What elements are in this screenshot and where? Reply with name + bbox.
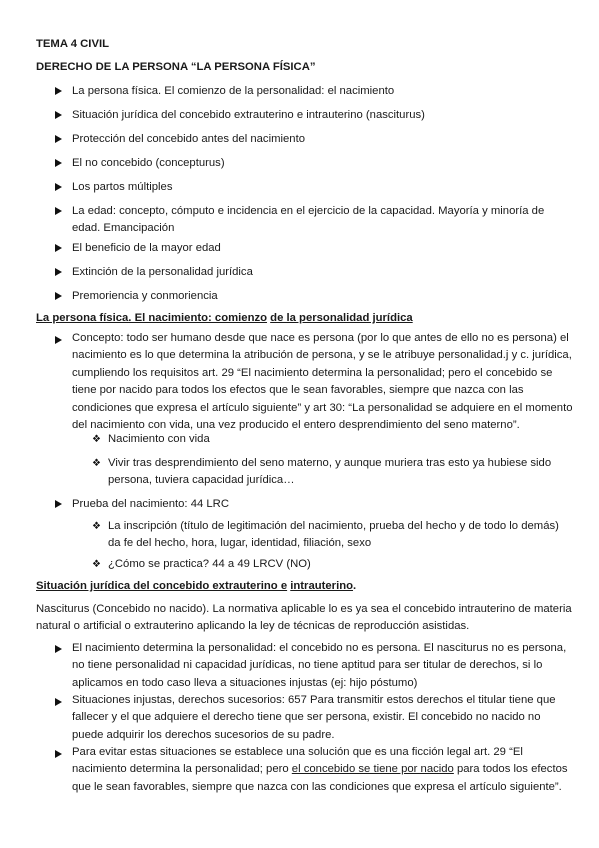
arrow-bullet-icon [55,645,62,653]
sub-item-continuation: persona, tuviera capacidad jurídica… [108,474,295,486]
toc-item: Protección del concebido antes del nacimiento [72,133,305,145]
toc-item: El no concebido (concepturus) [72,157,225,169]
sub-item-continuation: da fe del hecho, hora, lugar, identidad, filiación, sexo [108,537,372,549]
arrow-bullet-icon [55,135,62,143]
arrow-bullet-icon [55,111,62,119]
section-heading [36,310,566,327]
document-title: TEMA 4 CIVIL [36,38,110,50]
document-subtitle: DERECHO DE LA PERSONA “LA PERSONA FÍSICA” [36,61,316,73]
underlined-phrase: el concebido se tiene por nacido [291,763,454,776]
section-heading-part: La persona física. El nacimiento: comienzo [36,312,268,324]
arrow-bullet-icon [55,698,62,706]
paragraph-line: que le sean favorables, siempre que nazca con las condiciones que expresa el artículo siguiente”. [72,780,562,793]
paragraph-line: tiene por nacido para todos los efectos que le sean favorables, siempre que nazca con las [72,384,524,397]
arrow-bullet-icon [55,268,62,276]
arrow-bullet-icon [55,87,62,95]
text-run: para todos los efectos [453,763,568,776]
arrow-bullet-icon [55,336,62,344]
paragraph-line: fallecer y el que adquiere el derecho tiene que ser persona, existir. El concebido no nacido no [72,711,541,724]
paragraph-line: Concepto: todo ser humano desde que nace es persona (por lo que antes de ello no es persona) el [72,332,569,344]
diamond-bullet-icon: ❖ [92,458,101,469]
paragraph-line: condiciones que expresa el artículo siguiente” y art 30: “La personalidad se adquiere en el momento [72,401,573,414]
paragraph-line: Situaciones injustas, derechos sucesorios: 657 Para transmitir estos derechos el titular tiene que [72,694,556,706]
diamond-bullet-icon: ❖ [92,521,101,532]
section-heading-part: de la personalidad jurídica [270,312,413,324]
bullet-paragraph [72,692,556,744]
arrow-bullet-icon [55,500,62,508]
bullet-paragraph [72,744,568,796]
toc-item: La persona física. El comienzo de la personalidad: el nacimiento [72,85,395,97]
toc-item: Situación jurídica del concebido extrauterino e intrauterino (nasciturus) [72,109,425,121]
arrow-bullet-icon [55,750,62,758]
text-run: nacimiento determina la personalidad; pero [72,763,292,776]
intro-line: Nasciturus (Concebido no nacido). La normativa aplicable lo es ya sea el concebido intrauterino de materia [36,603,572,615]
section-heading [36,578,566,595]
arrow-bullet-icon [55,159,62,167]
bullet-paragraph [72,640,566,692]
diamond-bullet-icon: ❖ [92,434,101,445]
paragraph-line: del nacimiento con vida, una vez producido el entero desprendimiento del seno materno”. [72,419,520,432]
toc-item: Extinción de la personalidad jurídica [72,266,253,278]
arrow-bullet-icon [55,207,62,215]
section-heading-part: intrauterino [290,580,354,592]
toc-item: Premoriencia y conmoriencia [72,290,218,302]
arrow-bullet-icon [55,292,62,300]
paragraph-line [72,761,568,778]
sub-item: Vivir tras desprendimiento del seno materno, y aunque muriera tras esto ya hubiese sido [108,457,552,469]
section-heading-end: . [353,580,357,592]
paragraph-line: El nacimiento determina la personalidad: el concebido no es persona. El nasciturus no es persona, [72,642,567,654]
toc-item: El beneficio de la mayor edad [72,242,221,254]
paragraph-line: Para evitar estas situaciones se establece una solución que es una ficción legal art. 29 “El [72,746,523,758]
arrow-bullet-icon [55,244,62,252]
diamond-bullet-icon: ❖ [92,559,101,570]
arrow-bullet-icon [55,183,62,191]
toc-item-continuation: edad. Emancipación [72,222,175,234]
sub-item: La inscripción (título de legitimación del nacimiento, prueba del hecho y de todo lo demás) [108,520,559,532]
toc-item: Los partos múltiples [72,181,173,193]
proof-item: Prueba del nacimiento: 44 LRC [72,498,229,510]
sub-item: Nacimiento con vida [108,433,210,445]
concept-paragraph [72,330,573,434]
paragraph-line: cumpliendo los requisitos art. 29 “El nacimiento determina la personalidad; pero el concebido se [72,366,553,379]
section-heading-part: Situación jurídica del concebido extrauterino e [36,580,288,592]
toc-item: La edad: concepto, cómputo e incidencia en el ejercicio de la capacidad. Mayoría y minoría de [72,205,545,217]
paragraph-line: aplicamos en todo caso lleva a situaciones injustas (ej: hijo póstumo) [72,676,418,689]
sub-item: ¿Cómo se practica? 44 a 49 LRCV (NO) [108,558,311,570]
intro-line: natural o artificial o extrauterino aplicando la ley de técnicas de reproducción asistidas. [36,620,470,632]
paragraph-line: nacimiento es lo que determina la atribución de persona, y se le atribuye personalidad.j y c. jurídica, [72,349,572,362]
paragraph-line: puede adquirir los derechos sucesorios de su padre. [72,728,335,741]
paragraph-line: no tiene personalidad ni capacidad jurídicas, no tiene aptitud para ser titular de derechos, si lo [72,659,543,672]
